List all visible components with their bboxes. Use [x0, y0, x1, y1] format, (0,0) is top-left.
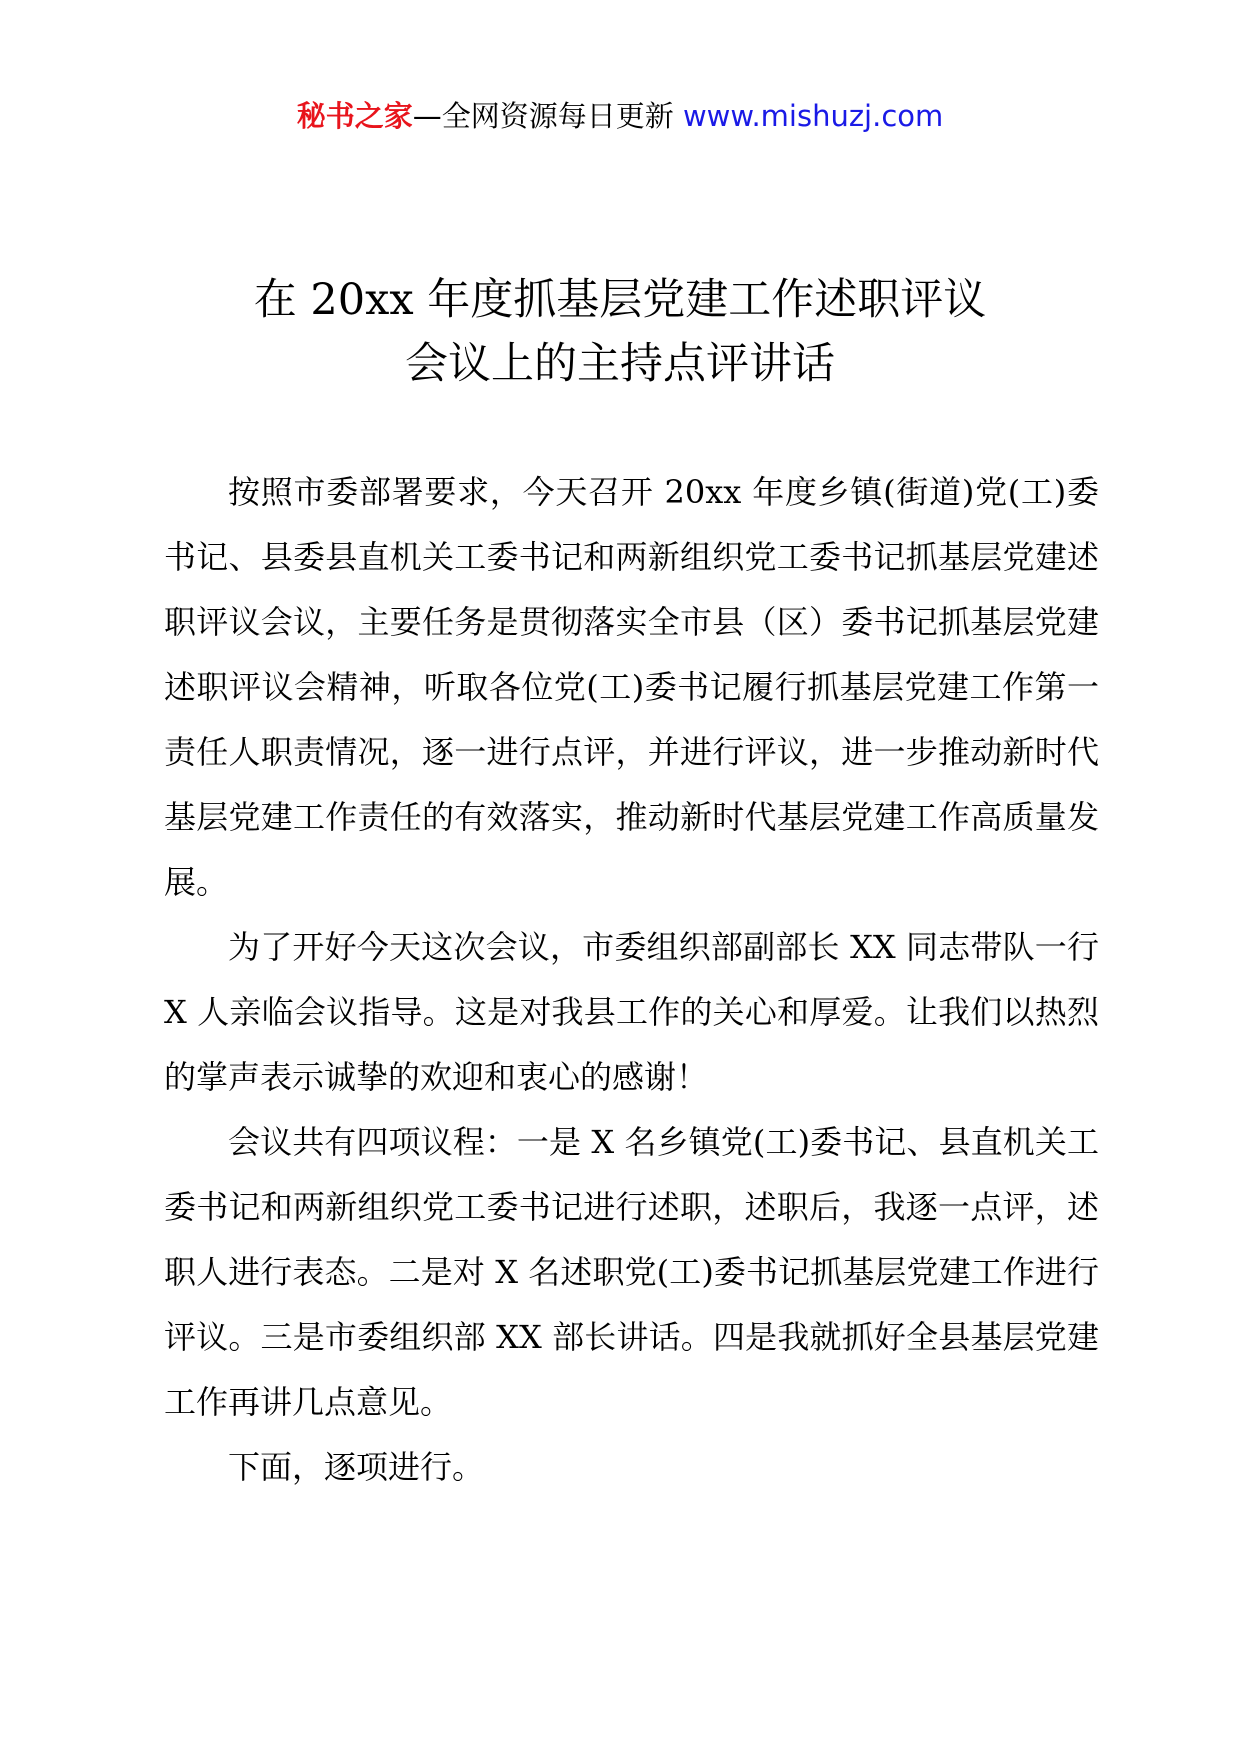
- title-line-2: 会议上的主持点评讲话: [405, 339, 835, 389]
- site-slogan: —全网资源每日更新: [412, 99, 674, 133]
- site-url-link[interactable]: www.mishuzj.com: [682, 99, 944, 133]
- paragraph-opening: 按照市委部署要求，今天召开 20xx 年度乡镇(街道)党(工)委书记、县委县直机关工委书记和两新组织党工委书记抓基层党建述职评议会议，主要任务是贯彻落实全市县（区）委书记抓基层党建述职评议会精神，听取各位党(工)委书记履行抓基层党建工作第一责任人职责情况，逐一进行点评，并进行评议，进一步推动新时代基层党建工作责任的有效落实，推动新时代基层党建工作高质量发展。: [164, 473, 1099, 901]
- site-header: [0, 96, 1240, 136]
- document-body: [164, 460, 1099, 1500]
- paragraph-proceed: 下面，逐项进行。: [228, 1448, 485, 1486]
- paragraph-agenda: 会议共有四项议程：一是 X 名乡镇党(工)委书记、县直机关工委书记和两新组织党工委书记进行述职，述职后，我逐一点评，述职人进行表态。二是对 X 名述职党(工)委书记抓基层党建工作进行评议。三是市委组织部 XX 部长讲话。四是我就抓好全县基层党建工作再讲几点意见。: [164, 1123, 1099, 1421]
- site-name: 秘书之家: [296, 99, 413, 133]
- title-line-1: 在 20xx 年度抓基层党建工作述职评议: [253, 275, 987, 325]
- paragraph-welcome: 为了开好今天这次会议，市委组织部副部长 XX 同志带队一行 X 人亲临会议指导。这是对我县工作的关心和厚爱。让我们以热烈的掌声表示诚挚的欢迎和衷心的感谢！: [164, 928, 1099, 1096]
- document-title: [0, 268, 1240, 396]
